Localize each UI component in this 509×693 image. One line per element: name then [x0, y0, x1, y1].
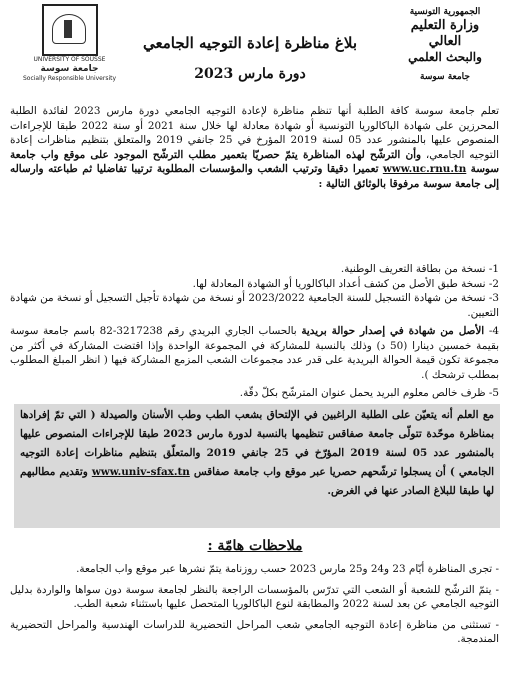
page-subtitle: دورة مارس 2023: [194, 66, 306, 82]
intro-bold-text: وأن الترشّح لهذه المناظرة يتمّ حصريّا بتعمير مطلب الترشّح الموجود على موقع واب جامعة سوسة: [10, 148, 499, 175]
university-logo: [22, 4, 117, 83]
ministry-name-cont: والبحث العلمي: [408, 50, 482, 64]
university-emblem-icon: [42, 4, 98, 56]
logo-text-ar: جامعة سوسة: [40, 64, 99, 74]
list-item: 3- نسخة من شهادة التسجيل للسنة الجامعية 2023/2022 أو نسخة من شهادة تأجيل التسجيل أو نسخة من شهادة التعيين.: [10, 292, 499, 319]
application-url-link[interactable]: www.uc.rnu.tn: [382, 163, 467, 175]
list-item: 1- نسخة من بطاقة التعريف الوطنية.: [340, 263, 499, 275]
university-name: جامعة سوسة: [420, 72, 470, 82]
intro-paragraph: [10, 104, 499, 191]
logo-text-en: UNIVERSITY OF SOUSSE: [33, 56, 106, 63]
list-item: - يتمّ الترشّح للشعبة أو الشعب التي تدرّس بالمؤسسات الراجعة بالنظر لجامعة سوسة دون سواها والواردة بدليل التوجيه الجامعي عن بعد لسنة 2022 والمطابقة لنوع الباكالوريا المتحصل عليها باستثناء شعبة الطب.: [10, 583, 499, 610]
list-item: - تجرى المناظرة أيّام 23 و24 و25 مارس 2023 حسب روزنامة يتمّ نشرها عبر موقع واب الجامعة.: [76, 563, 499, 575]
intro-text: تعلم جامعة سوسة كافة الطلبة أنها تنظم مناظرة لإعادة التوجيه الجامعي دورة مارس 2023 لفائدة الطلبة المحرزين على شهادة الباكالوريا التونسية أو شهادة معادلة لها خلال سنة 2021 أو سنة 2022 طبقا للإجراءات المنصوص عليها بالمنشور عدد 05 لسنة 2019 المؤرخ في 25 جانفي 2019 والمتعلق بتنظيم مناظرات إعادة التوجيه الجامعي،: [10, 105, 499, 161]
intro-rest-text: تعميرا دقيقا وترتيب الشعب والمؤسسات المطلوبة ترتيبا تفاضليا ثم طباعته وارساله إلى جامعة سوسة مرفوقا بالوثائق التالية :: [10, 163, 499, 190]
list-item: 5- ظرف خالص معلوم البريد يحمل عنوان المترشّح بكلّ دقّة.: [239, 387, 499, 399]
ministry-name: وزارة التعليم العالي: [410, 18, 480, 49]
notes-list: [10, 562, 499, 647]
list-item: - تستثنى من مناظرة إعادة التوجيه الجامعي شعب المراحل التحضيرية للدراسات الهندسية والمراحل التحضيرية المندمجة.: [10, 618, 499, 645]
sfax-url-link[interactable]: www.univ-sfax.tn: [91, 466, 190, 478]
docs-list: [10, 262, 499, 401]
page-title: بلاغ مناظرة إعادة التوجيه الجامعي: [142, 34, 357, 52]
notes-heading: ملاحظات هامّة :: [207, 538, 303, 554]
medicine-notice-text: مع العلم أنه يتعيّن على الطلبة الراغبين في الإلتحاق بشعب الطب وطب الأسنان والصيدلة ( التي تمّ إفرادها بمناظرة موحّدة تتولّى جامعة صفاقس تنظيمها بالنسبة لدورة مارس 2023 طبقا للإجراءات المنصوص عليها بالمنشور عدد 05 لسنة 2019 المؤرّخ في 25 جانفي 2019 والمتعلّق بتنظيم مناظرات إعادة التوجيه الجامعي ) أن يسجلوا ترشّحهم حصريا عبر موقع واب جامعة صفاقس www.univ-sfax.tn وتقديم مطالبهم لها طبقا للبلاغ الصادر عنها في الغرض.: [20, 409, 494, 497]
list-item: 4- الأصل من شهادة في إصدار حوالة بريدية بالحساب الجاري البريدي رقم 3217238-82 باسم جامعة سوسة بقيمة خمسين دينارا (50 د) وذلك بالنسبة للمشاركة في المجموعة الواحدة وإذا اقتضت المشاركة في أكثر من مجموعة تكون قيمة الحوالة البريدية على قدر عدد مجموعات الشعب المزمع المشاركة فيها ( انظر المبلغ المطلوب بمطلب ترشحك ).: [10, 325, 499, 381]
ministry-header: [393, 6, 497, 82]
logo-tagline: Socially Responsible University: [22, 75, 117, 82]
list-item: 2- نسخة طبق الأصل من كشف أعداد الباكالوريا أو الشهادة المعادلة لها.: [192, 277, 499, 290]
medicine-notice-box: [14, 404, 500, 528]
republic-label: الجمهورية التونسية: [409, 7, 481, 17]
